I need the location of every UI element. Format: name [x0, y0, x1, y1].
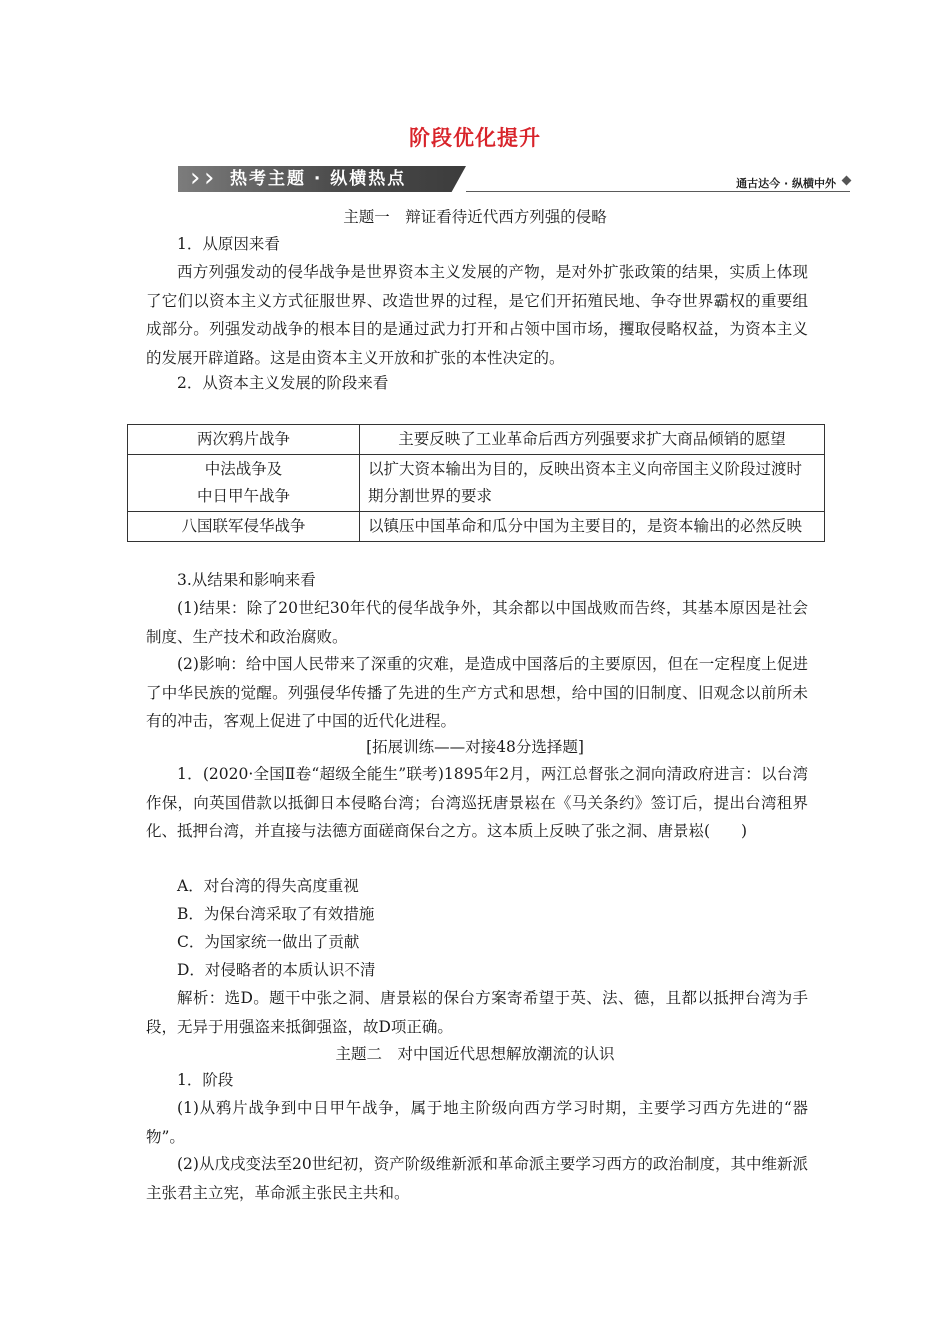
option-c: C．为国家统一做出了贡献 [177, 933, 360, 951]
theme2-heading: 主题二 对中国近代思想解放潮流的认识 [335, 1045, 615, 1063]
table-row [128, 512, 825, 542]
theme1-impact: (2)影响：给中国人民带来了深重的灾难，是造成中国落后的主要原因，但在一定程度上促进了中华民族的觉醒。列强侵华传播了先进的生产方式和思想，给中国的旧制度、旧观念以前所未有的冲击，客观上促进了中国的近代化进程。 [146, 655, 808, 730]
diamond-icon [842, 176, 852, 186]
table-cell-war: 两次鸦片战争 [128, 425, 360, 455]
table-cell-desc: 以镇压中国革命和瓜分中国为主要目的，是资本输出的必然反映 [360, 512, 825, 542]
table-row [128, 455, 825, 512]
exercise-heading: [拓展训练——对接48分选择题] [366, 738, 584, 756]
theme2-para2: (2)从戊戌变法至20世纪初，资产阶级维新派和革命派主要学习西方的政治制度，其中维新派主张君主立宪，革命派主张民主共和。 [146, 1155, 808, 1202]
theme2-section1-title: 1．阶段 [177, 1071, 234, 1089]
table-cell-desc: 主要反映了工业革命后西方列强要求扩大商品倾销的愿望 [360, 425, 825, 455]
theme1-section2-title: 2．从资本主义发展的阶段来看 [177, 374, 389, 392]
table-cell-desc: 以扩大资本输出为目的，反映出资本主义向帝国主义阶段过渡时期分割世界的要求 [360, 455, 825, 512]
chevron-right-icon: › [190, 163, 201, 193]
table-cell-war: 八国联军侵华战争 [128, 512, 360, 542]
theme2-para1: (1)从鸦片战争到中日甲午战争，属于地主阶级向西方学习时期，主要学习西方先进的“器物”。 [146, 1099, 808, 1146]
theme1-section1-title: 1．从原因来看 [177, 235, 280, 253]
war-line: 中日甲午战争 [196, 487, 290, 505]
table-cell-war [128, 455, 360, 512]
banner-divider [466, 191, 850, 192]
war-line: 中法战争及 [204, 460, 283, 478]
section-banner [178, 162, 850, 194]
page-title: 阶段优化提升 [409, 126, 541, 150]
option-b: B．为保台湾采取了有效措施 [177, 905, 375, 923]
exercise-question: 1．(2020·全国Ⅱ卷“超级全能生”联考)1895年2月，两江总督张之洞向清政府进言：以台湾作保，向英国借款以抵御日本侵略台湾；台湾巡抚唐景崧在《马关条约》签订后，提出台湾租界化、抵押台湾，并直接与法德方面磋商保台之方。这本质上反映了张之洞、唐景崧( ) [146, 765, 808, 840]
stage-table [127, 424, 825, 542]
option-a: A．对台湾的得失高度重视 [177, 877, 359, 895]
banner-motto: 通古达今 · 纵横中外 [736, 177, 836, 190]
option-d: D．对侵略者的本质认识不清 [177, 961, 376, 979]
chevron-right-icon: › [204, 163, 215, 193]
theme1-section1-body: 西方列强发动的侵华战争是世界资本主义发展的产物，是对外扩张政策的结果，实质上体现了它们以资本主义方式征服世界、改造世界的过程，是它们开拓殖民地、争夺世界霸权的重要组成部分。列强发动战争的根本目的是通过武力打开和占领中国市场，攫取侵略权益，为资本主义的发展开辟道路。这是由资本主义开放和扩张的本性决定的。 [146, 263, 808, 367]
theme1-result: (1)结果：除了20世纪30年代的侵华战争外，其余都以中国战败而告终，其基本原因是社会制度、生产技术和政治腐败。 [146, 599, 808, 646]
banner-label: 热考主题 · 纵横热点 [230, 169, 407, 189]
theme1-heading: 主题一 辩证看待近代西方列强的侵略 [343, 208, 607, 226]
theme1-section3-title: 3.从结果和影响来看 [177, 571, 316, 589]
table-row [128, 425, 825, 455]
exercise-analysis: 解析：选D。题干中张之洞、唐景崧的保台方案寄希望于英、法、德，且都以抵押台湾为手段，无异于用强盗来抵御强盗，故D项正确。 [146, 989, 808, 1036]
